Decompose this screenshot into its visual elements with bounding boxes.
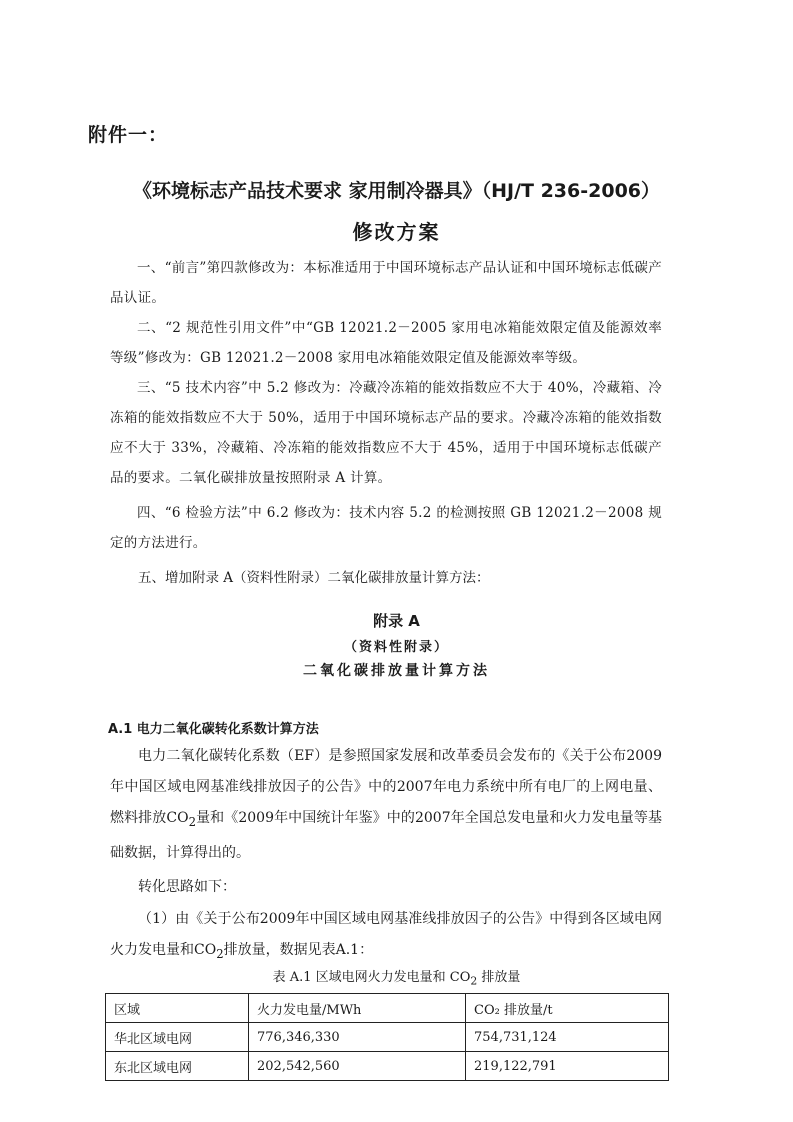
- table-header-cell: 区域: [106, 994, 249, 1023]
- table-cell: 776,346,330: [249, 1023, 466, 1052]
- section-a1-paragraph-2: 转化思路如下：: [138, 879, 236, 895]
- table-cell: 华北区域电网: [106, 1023, 249, 1052]
- section-a1-paragraph-1: 电力二氧化碳转化系数（EF）是参照国家发展和改革委员会发布的《关于公布2009年中国区域电网基准线排放因子的公告》中的2007年电力系统中所有电厂的上网电量、燃料排放$CO_2$量和《2009年中国统计年鉴》中的2007年全国总发电量和火力发电量等基础数据，计算得出的。: [110, 748, 662, 861]
- attachment-label: 附件一：: [88, 124, 169, 146]
- emission-table: [105, 993, 669, 1081]
- amendment-item-4: 四、“6 检验方法”中 6.2 修改为：技术内容 5.2 的检测按照 GB 12021.2－2008 规定的方法进行。: [110, 505, 662, 551]
- table-row: [106, 1052, 669, 1081]
- table-row: [106, 1023, 669, 1052]
- table-cell: 754,731,124: [466, 1023, 669, 1052]
- appendix-title: 附录 A: [373, 612, 420, 630]
- amendment-item-5: 五、增加附录 A（资料性附录）二氧化碳排放量计算方法：: [138, 570, 490, 586]
- section-heading-a1: A.1 电力二氧化碳转化系数计算方法: [108, 722, 319, 737]
- document-title: 《环境标志产品技术要求 家用制冷器具》（HJ/T 236-2006）: [132, 180, 661, 202]
- amendment-item-1: 一、“前言”第四款修改为：本标准适用于中国环境标志产品认证和中国环境标志低碳产品认证。: [110, 260, 663, 306]
- table-header-row: [106, 994, 669, 1023]
- appendix-subtitle: （资料性附录）: [343, 640, 449, 655]
- table-header-cell: 火力发电量/MWh: [249, 994, 466, 1023]
- amendment-item-3: 三、“5 技术内容”中 5.2 修改为：冷藏冷冻箱的能效指数应不大于 40%，冷藏箱、冷冻箱的能效指数应不大于 50%，适用于中国环境标志产品的要求。冷藏冷冻箱的能效指数应不大于 33%，冷藏箱、冷冻箱的能效指数应不大于 45%，适用于中国环境标志低碳产品的要求。二氧化碳排放量按照附录 A 计算。: [110, 380, 662, 486]
- table-header-cell: CO₂ 排放量/t: [466, 994, 669, 1023]
- section-a1-paragraph-3: （1）由《关于公布2009年中国区域电网基准线排放因子的公告》中得到各区域电网火力发电量和$CO_2$排放量，数据见表A.1：: [110, 911, 662, 961]
- amendment-item-2: 二、“2 规范性引用文件”中“GB 12021.2－2005 家用电冰箱能效限定值及能源效率等级”修改为：GB 12021.2－2008 家用电冰箱能效限定值及能源效率等级。: [110, 320, 662, 366]
- table-caption: 表 A.1 区域电网火力发电量和 $CO_2$ 排放量: [272, 970, 521, 988]
- table-cell: 东北区域电网: [106, 1052, 249, 1081]
- appendix-name: 二氧化碳排放量计算方法: [303, 663, 490, 679]
- table-cell: 219,122,791: [466, 1052, 669, 1081]
- document-subtitle: 修改方案: [352, 220, 441, 244]
- table-cell: 202,542,560: [249, 1052, 466, 1081]
